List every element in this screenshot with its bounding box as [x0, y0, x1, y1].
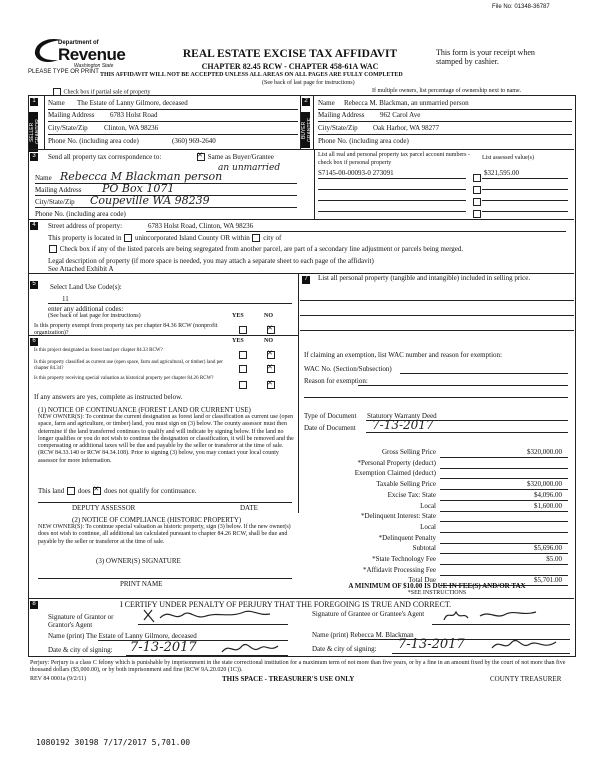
tax-corr-address-label: Mailing Address	[35, 186, 82, 194]
seller-phone[interactable]: (360) 969-2640	[172, 137, 216, 145]
current-use-yes-checkbox[interactable]	[239, 365, 247, 373]
personal-property-label: List all personal property (tangible and intangible) included in selling price.	[318, 274, 531, 282]
land-use-label: Select Land Use Code(s):	[50, 283, 122, 291]
multiple-owners-note: If multiple owners, list percentage of ownership next to name.	[372, 88, 522, 94]
seller-phone-label: Phone No. (including area code)	[48, 137, 139, 145]
minimum-fee-note: A MINIMUM OF $10.00 IS DUE IN FEE(S) AND/OR TAX	[348, 582, 526, 590]
section-5-number: 5	[30, 281, 38, 289]
logo-state: Washington State	[74, 63, 114, 69]
forest-land-question: Is this project designated as forest land per chapter 84.33 RCW?	[34, 348, 163, 353]
section-4-number: 4	[30, 222, 38, 230]
tax-corr-city[interactable]: Coupeville WA 98239	[90, 194, 210, 207]
exempt-yes-checkbox[interactable]	[239, 326, 247, 334]
section6-yes-header: YES	[232, 338, 244, 344]
print-name-label: PRINT NAME	[120, 580, 163, 588]
current-use-question: Is this property classified as current use (open space, farm and agricultural, or timber) land per chapter 84.34?	[34, 360, 223, 371]
grantee-date[interactable]: 7-13-2017	[398, 637, 465, 652]
receipt-note: This form is your receipt when stamped by cashier.	[436, 48, 535, 66]
buyer-address-label: Mailing Address	[318, 111, 365, 119]
warning: THIS AFFIDAVIT WILL NOT BE ACCEPTED UNLESS ALL AREAS ON ALL PAGES ARE FULLY COMPLETED	[100, 72, 403, 78]
tax-row-value[interactable]: $320,000.00	[527, 480, 562, 489]
historic-no-checkbox[interactable]	[267, 381, 275, 389]
forest-no-checkbox[interactable]	[267, 351, 275, 359]
exempt-question: Is this property exempt from property tax per chapter 84.36 RCW (nonprofit organization)?	[34, 323, 218, 336]
tax-row-label: *State Technology Fee	[372, 555, 436, 563]
doc-type[interactable]: Statutory Warranty Deed	[367, 412, 437, 420]
tax-corr-handwritten-note: an unmarried	[218, 163, 281, 173]
street-address[interactable]: 6783 Holst Road, Clinton, WA 98236	[148, 222, 254, 230]
grantor-date-label: Date & city of signing:	[48, 646, 113, 654]
land-use-no-header: NO	[264, 313, 273, 319]
section-7-number: 7	[302, 276, 310, 284]
grantee-signature-icon	[440, 606, 560, 626]
seller-name-label: Name	[48, 99, 65, 107]
buyer-tab: BUYER GRANTEE	[301, 112, 310, 148]
section-3-number: 3	[30, 153, 38, 161]
grantor-name-label: Name (print)	[48, 632, 85, 640]
segregated-label: Check box if any of the listed parcels are being segregated from another parcel, are part of a secondary line adjustment or parcels being merged.	[59, 245, 464, 253]
reason-label: Reason for exemption:	[304, 377, 368, 385]
parcel-number[interactable]: S7145-00-00093-0 273091	[318, 169, 394, 177]
logo-dept: Department of	[58, 40, 99, 46]
doc-date[interactable]: 7-13-2017	[372, 418, 434, 432]
wac-label: WAC No. (Section/Subsection)	[304, 365, 392, 373]
exemption-label: If claiming an exemption, list WAC number and reason for exemption:	[304, 351, 502, 359]
tax-row-value[interactable]: $1,600.00	[534, 501, 562, 510]
exempt-no-checkbox[interactable]	[267, 326, 275, 334]
tax-row-label: Taxable Selling Price	[376, 480, 436, 489]
seller-city[interactable]: Clinton, WA 98236	[104, 124, 159, 132]
additional-codes-label: enter any additional codes:	[48, 305, 124, 313]
city-checkbox[interactable]	[252, 234, 260, 242]
tax-row-value[interactable]: $5,696.00	[534, 544, 562, 553]
grantor-date[interactable]: 7-13-2017	[130, 640, 197, 655]
buyer-phone-label: Phone No. (including area code)	[318, 137, 409, 145]
tax-row-label: *Personal Property (deduct)	[357, 458, 436, 467]
does-not-checkbox[interactable]	[93, 487, 101, 495]
section-1-number: 1	[30, 98, 38, 106]
form-title: REAL ESTATE EXCISE TAX AFFIDAVIT	[182, 48, 398, 60]
continuance-text: NEW OWNER(S): To continue the current designation as forest land or classification as current use (open space, farm and agriculture, or timber) land, you must sign on (3) below. The county assessor must then determine if the land transferred continues to qualify and will indicate by signing below. If the land no longer qualifies or you do not wish to continue the designation or classification, it will be removed and the compensating or additional taxes will be due and payable by the seller or transferor at the time of sale. (RCW 84.33.140 or RCW 84.34.108). Prior to signing (3) below, you may contact your local county assessor for more information.	[38, 414, 294, 464]
forest-yes-checkbox[interactable]	[239, 351, 247, 359]
seller-name[interactable]: The Estate of Lanny Gilmore, deceased	[77, 99, 188, 107]
seller-address-label: Mailing Address	[48, 111, 95, 119]
located-label: This property is located in	[48, 234, 122, 242]
section-6-number: 6	[30, 338, 38, 346]
see-instructions: *SEE INSTRUCTIONS	[407, 590, 467, 596]
land-use-yes-header: YES	[232, 313, 244, 319]
street-label: Street address of property:	[48, 222, 123, 230]
seller-city-label: City/State/Zip	[48, 124, 88, 132]
county-treasurer-label: COUNTY TREASURER	[490, 675, 562, 683]
tax-corr-name-label: Name	[35, 174, 52, 182]
grantee-date-label: Date & city of signing:	[312, 645, 377, 653]
file-number: File No: 01348-36787	[492, 4, 550, 10]
city-of-label: city of	[263, 234, 282, 242]
buyer-name-label: Name	[318, 99, 335, 107]
tax-corr-label: Send all property tax correspondence to:	[48, 153, 162, 161]
grantor-signature[interactable]	[140, 606, 290, 631]
parcel-header: List all real and personal property tax parcel account numbers - check box if personal property	[318, 152, 470, 166]
grantee-name-label: Name (print)	[312, 631, 349, 639]
same-as-buyer-label: Same as Buyer/Grantee	[207, 153, 274, 161]
compliance-text: NEW OWNER(S): To continue special valuation as historic property, sign (3) below. If the new owner(s) does not wish to continue, all additional tax calculated pursuant to chapter 84.26 RCW, shall be due and payable by the seller or transferor at the time of sale.	[38, 524, 291, 545]
perjury-statement: Perjury: Perjury is a class C felony which is punishable by imprisonment in the state correctional institution for a maximum term of not more than five years, or by a fine in an amount fixed by the court of not more than five thousand dollars ($5,000.00), or by both imprisonment and fine (RCW 9A.20.020 (1C)).	[30, 660, 566, 673]
land-use-see-back: (See back of last page for instructions)	[48, 313, 141, 319]
tax-corr-name[interactable]: Rebecca M Blackman person	[60, 170, 223, 183]
doc-type-label: Type of Document	[304, 412, 357, 420]
historic-yes-checkbox[interactable]	[239, 381, 247, 389]
buyer-name[interactable]: Rebecca M. Blackman, an unmarried person	[344, 99, 469, 107]
tax-row-value[interactable]: $5,701.00	[534, 576, 562, 585]
tax-corr-address[interactable]: PO Box 1071	[102, 182, 175, 195]
tax-corr-phone-label: Phone No. (including area code)	[35, 210, 126, 218]
historic-question: Is this property receiving special valuation as historical property per chapter 84.26 RCW?	[34, 376, 214, 381]
certify-statement: I CERTIFY UNDER PENALTY OF PERJURY THAT THE FOREGOING IS TRUE AND CORRECT.	[120, 600, 452, 609]
this-land-label: This land	[38, 487, 65, 495]
assessed-value[interactable]: $321,595.00	[484, 169, 519, 177]
partial-sale-label: Check box if partial sale of property	[63, 89, 151, 96]
section-2-number: 2	[302, 98, 310, 106]
does-label: does	[77, 487, 91, 495]
grantee-signature-label: Signature of Grantee or Grantee's Agent	[312, 610, 425, 618]
grantor-name[interactable]: The Estate of Lanny Gilmore, deceased	[85, 632, 197, 640]
tax-row-label: *Affidavit Processing Fee	[363, 565, 436, 574]
qualify-label: qualify for continuance.	[129, 487, 197, 495]
segregated-checkbox[interactable]	[49, 245, 57, 253]
land-use-code[interactable]: 11	[62, 295, 69, 303]
section6-no-header: NO	[264, 338, 273, 344]
tax-row-label: Excise Tax: State	[387, 490, 436, 499]
tax-row-value[interactable]: $320,000.00	[527, 448, 562, 456]
continuance-title: (1) NOTICE OF CONTINUANCE (FOREST LAND OR CURRENT USE)	[38, 406, 251, 414]
buyer-address[interactable]: 962 Carol Ave	[380, 111, 421, 119]
assessed-header: List assessed value(s)	[482, 155, 534, 161]
unincorporated-checkbox[interactable]	[124, 234, 132, 242]
compliance-title: (2) NOTICE OF COMPLIANCE (HISTORIC PROPERTY)	[72, 516, 242, 524]
seller-address[interactable]: 6783 Holst Road	[110, 111, 158, 119]
deputy-date-label: DATE	[240, 504, 258, 512]
city-scribble-icon-2	[490, 636, 560, 654]
section-8-number: 8	[30, 601, 38, 609]
grantor-signature-label: Signature of Grantor or Grantor's Agent	[48, 613, 114, 629]
legal-label: Legal description of property (if more space is needed, you may attach a separate sheet to each page of the affidavit)	[48, 257, 374, 265]
doc-date-label: Date of Document	[304, 424, 356, 432]
tax-row-label: *Delinquent Interest: State	[360, 512, 436, 521]
deputy-assessor-label: DEPUTY ASSESSOR	[72, 504, 136, 512]
owner-signature-label: (3) OWNER(S) SIGNATURE	[96, 557, 181, 565]
tax-row-label: Local	[420, 522, 436, 531]
seller-tab: SELLER GRANTOR	[29, 112, 38, 152]
see-back: (See back of last page for instructions)	[262, 80, 355, 86]
tax-row-label: Exemption Claimed (deduct)	[354, 469, 436, 478]
logo-brand: Revenue	[58, 45, 126, 64]
personal-property-checkbox-4[interactable]	[473, 210, 481, 218]
tax-row-value[interactable]: $5.00	[546, 555, 562, 563]
cashier-receipt-stamp: 1080192 30198 7/17/2017 5,701.00	[36, 738, 191, 747]
buyer-city[interactable]: Oak Harbor, WA 98277	[373, 124, 440, 132]
current-use-no-checkbox[interactable]	[267, 365, 275, 373]
grantee-signature[interactable]	[440, 606, 560, 631]
please-type: PLEASE TYPE OR PRINT	[28, 69, 99, 75]
unincorporated-label: unincorporated Island County OR within	[134, 234, 250, 242]
tax-row-value[interactable]: $4,096.00	[534, 490, 562, 499]
grantee-city-scribble	[490, 636, 560, 659]
legal-description[interactable]: See Attached Exhibit A	[48, 265, 114, 273]
same-as-buyer-checkbox[interactable]	[197, 153, 205, 161]
if-yes-note: If any answers are yes, complete as instructed below.	[34, 393, 183, 401]
form-chapter: CHAPTER 82.45 RCW - CHAPTER 458-61A WAC	[201, 62, 379, 71]
tax-row-label: Local	[420, 501, 436, 510]
tax-row-label: Total Due	[408, 576, 436, 585]
revision-code: REV 84 0001a (9/2/11)	[30, 676, 87, 682]
buyer-city-label: City/State/Zip	[318, 124, 358, 132]
grantor-signature-icon	[140, 606, 290, 626]
does-not-label: does not	[104, 487, 128, 495]
tax-row-label: Subtotal	[412, 544, 436, 553]
tax-row-label: Gross Selling Price	[381, 448, 436, 456]
treasurer-use-label: THIS SPACE - TREASURER'S USE ONLY	[222, 675, 355, 683]
does-checkbox[interactable]	[67, 487, 75, 495]
tax-row-label: *Delinquent Penalty	[378, 533, 436, 542]
tax-corr-city-label: City/State/Zip	[35, 198, 75, 206]
grantee-name[interactable]: Rebecca M. Blackman	[350, 631, 414, 639]
